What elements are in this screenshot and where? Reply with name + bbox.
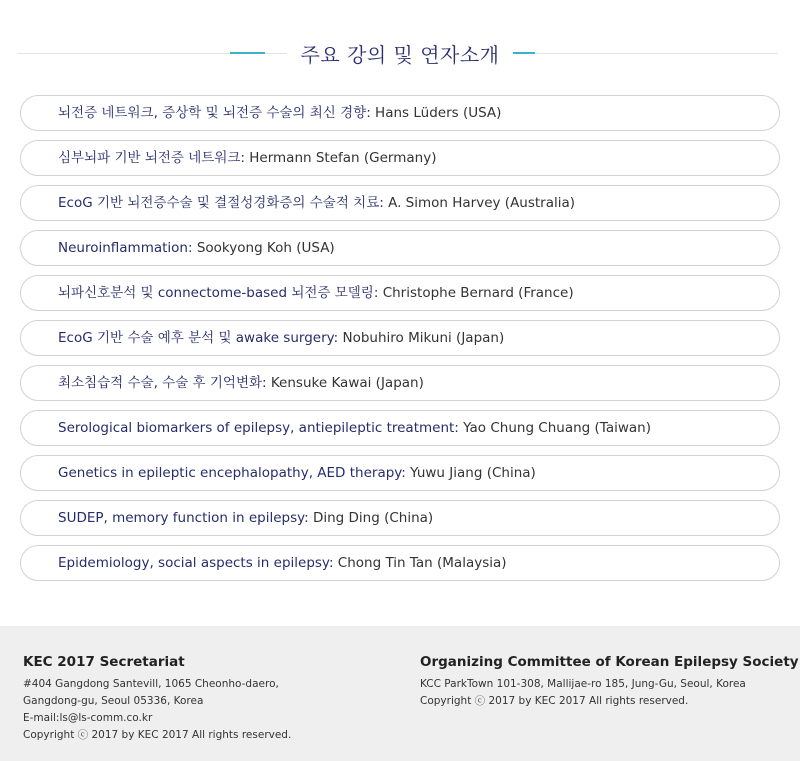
lecture-speaker: Ding Ding (China) bbox=[312, 510, 434, 526]
lecture-speaker: A. Simon Harvey (Australia) bbox=[388, 195, 576, 211]
lecture-separator: : bbox=[333, 330, 343, 346]
lecture-item bbox=[20, 320, 780, 356]
footer-copyright: Copyright ⓒ 2017 by KEC 2017 All rights reserved. bbox=[23, 729, 292, 741]
lecture-separator: : bbox=[240, 150, 250, 166]
lecture-list bbox=[20, 95, 780, 590]
lecture-item bbox=[20, 275, 780, 311]
section-header bbox=[0, 0, 800, 88]
lecture-separator: : bbox=[188, 240, 197, 256]
section-title-wrap bbox=[0, 39, 800, 68]
page-footer bbox=[0, 626, 800, 761]
lecture-speaker: Christophe Bernard (France) bbox=[382, 285, 574, 301]
lecture-separator: : bbox=[379, 195, 389, 211]
lecture-speaker: Hermann Stefan (Germany) bbox=[249, 150, 437, 166]
lecture-topic: 뇌전증 네트워크, 증상학 및 뇌전증 수술의 최신 경향 bbox=[58, 105, 367, 121]
lecture-speaker: Nobuhiro Mikuni (Japan) bbox=[342, 330, 505, 346]
lecture-topic: Epidemiology, social aspects in epilepsy bbox=[58, 555, 329, 571]
footer-address-line: KCC ParkTown 101-308, Mallijae-ro 185, Jung-Gu, Seoul, Korea bbox=[420, 678, 746, 690]
lecture-separator: : bbox=[454, 420, 464, 436]
lecture-separator: : bbox=[328, 555, 338, 571]
footer-address-line: Gangdong-gu, Seoul 05336, Korea bbox=[23, 695, 204, 707]
lecture-topic: EcoG 기반 수술 예후 분석 및 awake surgery bbox=[58, 330, 334, 346]
lecture-item bbox=[20, 140, 780, 176]
footer-address-line: #404 Gangdong Santevill, 1065 Cheonho-daero, bbox=[23, 678, 279, 690]
footer-secretariat-title: KEC 2017 Secretariat bbox=[23, 654, 185, 670]
lecture-separator: : bbox=[373, 285, 383, 301]
lecture-topic: 최소침습적 수술, 수술 후 기억변화 bbox=[58, 375, 263, 391]
lecture-separator: : bbox=[262, 375, 271, 391]
lecture-topic: EcoG 기반 뇌전증수술 및 결절성경화증의 수술적 치료 bbox=[58, 195, 380, 211]
lecture-topic: SUDEP, memory function in epilepsy bbox=[58, 510, 305, 526]
lecture-item bbox=[20, 185, 780, 221]
lecture-topic: Genetics in epileptic encephalopathy, AED therapy bbox=[58, 465, 402, 481]
lecture-topic: Neuroinflammation bbox=[58, 240, 188, 256]
lecture-item bbox=[20, 365, 780, 401]
lecture-speaker: Sookyong Koh (USA) bbox=[196, 240, 335, 256]
lecture-item bbox=[20, 230, 780, 266]
section-title: 주요 강의 및 연자소개 bbox=[287, 43, 514, 67]
footer-committee-title: Organizing Committee of Korean Epilepsy Society bbox=[420, 654, 799, 670]
footer-copyright: Copyright ⓒ 2017 by KEC 2017 All rights reserved. bbox=[420, 695, 689, 707]
lecture-item bbox=[20, 410, 780, 446]
lecture-separator: : bbox=[366, 105, 376, 121]
lecture-speaker: Yuwu Jiang (China) bbox=[410, 465, 536, 481]
lecture-separator: : bbox=[304, 510, 313, 526]
lecture-item bbox=[20, 500, 780, 536]
lecture-item bbox=[20, 95, 780, 131]
lecture-item bbox=[20, 455, 780, 491]
footer-email: E-mail:ls@ls-comm.co.kr bbox=[23, 712, 153, 724]
lecture-speaker: Yao Chung Chuang (Taiwan) bbox=[463, 420, 651, 436]
footer-committee bbox=[420, 654, 799, 710]
lecture-speaker: Kensuke Kawai (Japan) bbox=[270, 375, 424, 391]
lecture-topic: 뇌파신호분석 및 connectome-based 뇌전증 모델링 bbox=[58, 285, 374, 301]
lecture-item bbox=[20, 545, 780, 581]
footer-secretariat bbox=[23, 654, 291, 744]
lecture-speaker: Chong Tin Tan (Malaysia) bbox=[337, 555, 507, 571]
lecture-topic: 심부뇌파 기반 뇌전증 네트워크 bbox=[58, 150, 241, 166]
lecture-topic: Serological biomarkers of epilepsy, antiepileptic treatment bbox=[58, 420, 455, 436]
lecture-speaker: Hans Lüders (USA) bbox=[375, 105, 502, 121]
lecture-separator: : bbox=[401, 465, 411, 481]
